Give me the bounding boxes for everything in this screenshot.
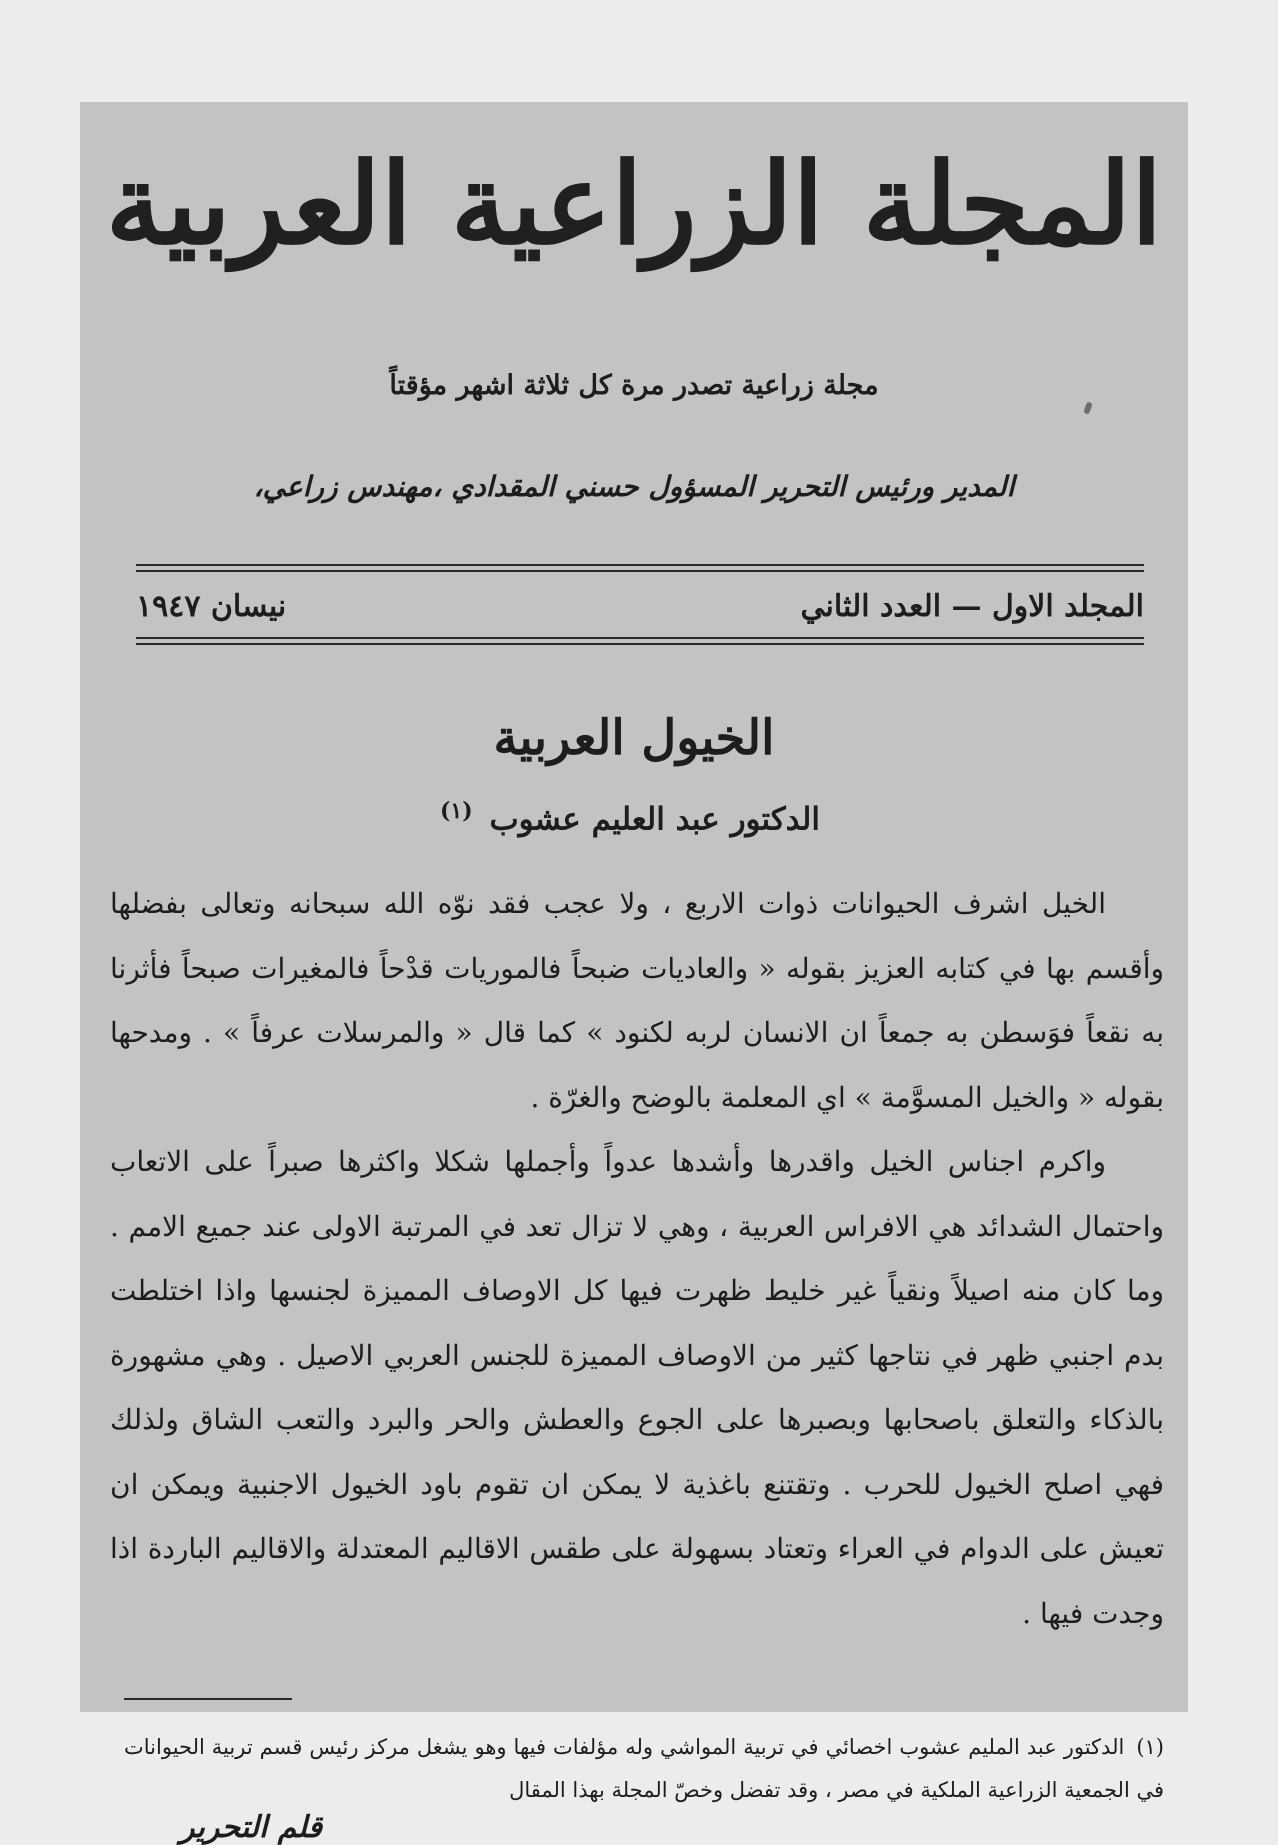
article-body — [110, 872, 1164, 1646]
article-paragraph-1: الخيل اشرف الحيوانات ذوات الاربع ، ولا عجب فقد نوّه الله سبحانه وتعالى بفضلها وأقسم بها في كتابه العزيز بقوله « والعاديات ضبحاً فالموريات قدْحاً فالمغيرات صبحاً فأثرنا به نقعاً فوَسطن به جمعاً ان الانسان لربه لكنود » كما قال « والمرسلات عرفاً » . ومدحها بقوله « والخيل المسوَّمة » اي المعلمة بالوضح والغرّة . — [110, 887, 1164, 1114]
issue-rule-top — [136, 564, 1144, 572]
article-title: الخيول العربية — [493, 710, 775, 766]
magazine-subtitle: مجلة زراعية تصدر مرة كل ثلاثة اشهر مؤقتاً — [389, 370, 879, 401]
editorial-signature: قلم التحرير — [180, 1810, 323, 1845]
magazine-page — [80, 102, 1188, 1845]
magazine-masthead: المجلة الزراعية العربية — [105, 139, 1163, 270]
issue-bar — [136, 586, 1144, 626]
print-speck — [1083, 401, 1093, 414]
footnote — [124, 1726, 1164, 1812]
author-name: الدكتور عبد العليم عشوب — [489, 801, 820, 838]
footnote-text: الدكتور عبد المليم عشوب اخصائي في تربية المواشي وله مؤلفات فيها وهو يشغل مركز رئيس قسم تربية الحيوانات في الجمعية الزراعية الملكية في مصر ، وقد تفضل وخصّ المجلة بهذا المقال — [124, 1735, 1164, 1802]
editor-line: المدير ورئيس التحرير المسؤول حسني المقدادي ،مهندس زراعي، — [253, 470, 1015, 503]
footnote-rule — [124, 1698, 292, 1700]
issue-volume: المجلد الاول — العدد الثاني — [800, 588, 1144, 624]
issue-date: نيسان ١٩٤٧ — [136, 588, 287, 624]
article-author — [440, 798, 820, 837]
footnote-mark: (١) — [1136, 1735, 1164, 1759]
issue-rule-bottom — [136, 637, 1144, 645]
footnote-reference: (١) — [439, 798, 473, 824]
article-paragraph-2: واكرم اجناس الخيل واقدرها وأشدها عدواً وأجملها شكلا واكثرها صبراً على الاتعاب واحتمال الشدائد هي الافراس العربية ، وهي لا تزال تعد في المرتبة الاولى عند جميع الامم . وما كان منه اصيلاً ونقياً غير خليط ظهرت فيها كل الاوصاف المميزة لجنسها واذا اختلطت بدم اجنبي ظهر في نتاجها كثير من الاوصاف المميزة للجنس العربي الاصيل . وهي مشهورة بالذكاء والتعلق باصحابها وبصبرها على الجوع والعطش والحر والبرد والتعب الشاق ولذلك فهي اصلح الخيول للحرب . وتقتنع باغذية لا يمكن ان تقوم باود الخيول الاجنبية ويمكن ان تعيش على الدوام في العراء وتعتاد بسهولة على طقس الاقاليم المعتدلة والاقاليم الباردة اذا وجدت فيها . — [110, 1145, 1165, 1630]
